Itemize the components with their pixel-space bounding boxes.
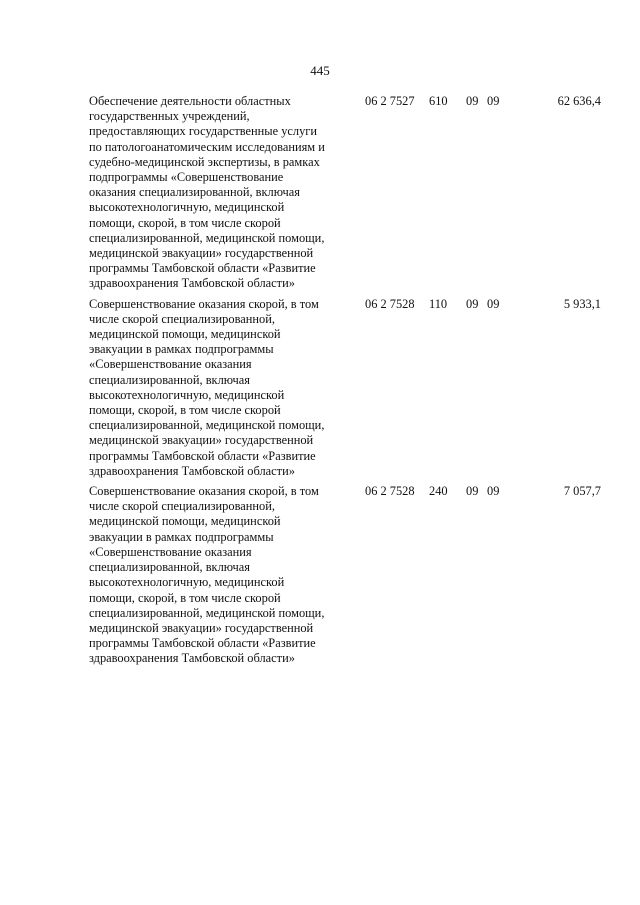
subsection-code: 09	[487, 484, 500, 499]
amount: 5 933,1	[563, 296, 601, 311]
expense-type-code: 240	[429, 484, 448, 499]
section-code: 09	[466, 94, 479, 108]
row-description: Обеспечение деятельности областных государственных учреждений, предоставляющих государственные услуги по патологоанатомическим исследованиям и судебно-медицинской экспертизы, в рамках подпрограммы «Совершенствование оказания специализированной, включая высокотехнологичную, медицинской помощи, скорой, в том числе скорой специализированной, медицинской помощи, медицинской эвакуации» государственной программы Тамбовской области «Развитие здравоохранения Тамбовской области»	[89, 94, 325, 291]
page-number: 445	[310, 63, 330, 78]
row-description: Совершенствование оказания скорой, в том числе скорой специализированной, медицинской помощи, медицинской эвакуации в рамках подпрограммы «Совершенствование оказания специализированной, включая высокотехнологичную, медицинской помощи, скорой, в том числе скорой специализированной, медицинской помощи, медицинской эвакуации» государственной программы Тамбовской области «Развитие здравоохранения Тамбовской области»	[89, 484, 325, 666]
table-row	[89, 297, 601, 479]
section-code: 09	[466, 296, 479, 311]
subsection-code: 09	[487, 296, 500, 311]
target-article-code: 06 2 7528	[365, 484, 415, 499]
table-row	[89, 94, 601, 292]
expense-type-code: 610	[429, 94, 448, 108]
amount: 7 057,7	[563, 484, 601, 499]
row-description: Совершенствование оказания скорой, в том числе скорой специализированной, медицинской помощи, медицинской эвакуации в рамках подпрограммы «Совершенствование оказания специализированной, включая высокотехнологичную, медицинской помощи, скорой, в том числе скорой специализированной, медицинской помощи, медицинской эвакуации» государственной программы Тамбовской области «Развитие здравоохранения Тамбовской области»	[89, 296, 325, 478]
amount: 62 636,4	[557, 94, 601, 108]
target-article-code: 06 2 7528	[365, 296, 415, 311]
expense-type-code: 110	[429, 296, 448, 311]
subsection-code: 09	[487, 94, 500, 108]
target-article-code: 06 2 7527	[365, 94, 415, 108]
section-code: 09	[466, 484, 479, 499]
budget-table	[89, 94, 601, 672]
table-row	[89, 484, 601, 666]
